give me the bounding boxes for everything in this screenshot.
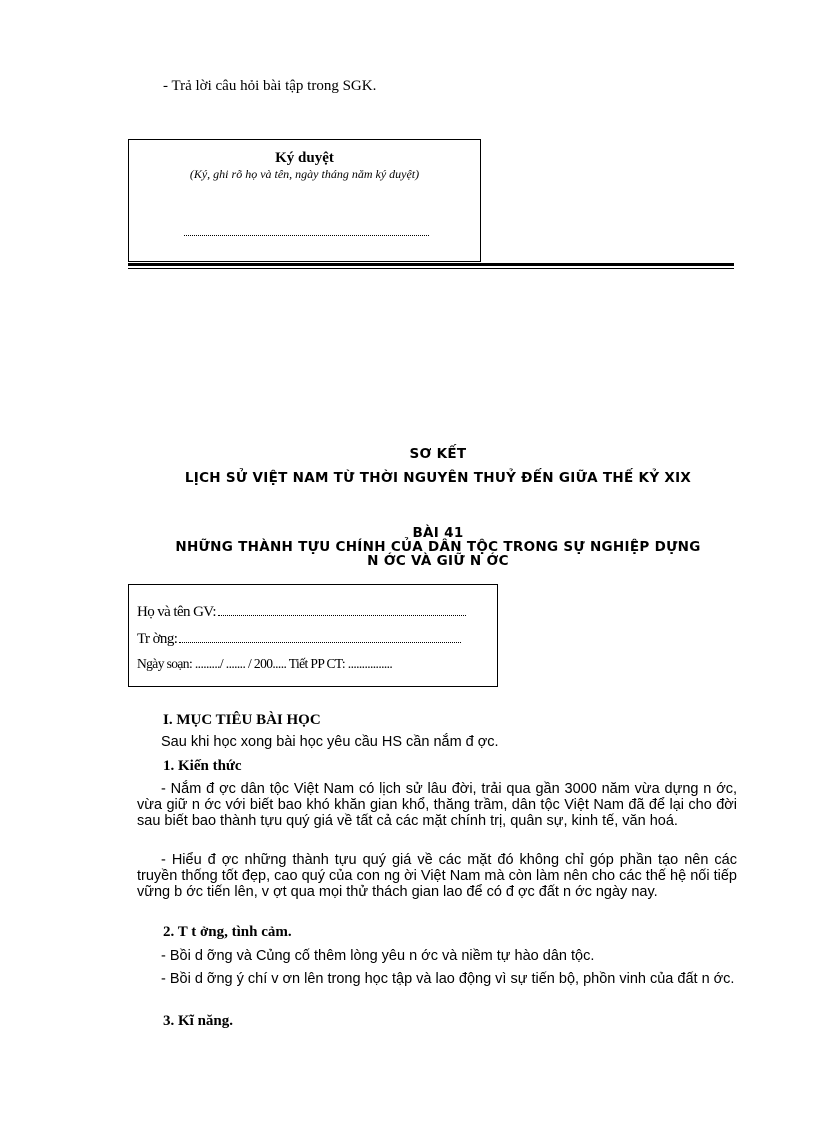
approval-box [128,139,481,262]
section-objectives: I. MỤC TIÊU BÀI HỌC [163,712,321,728]
teacher-name-blank [218,614,466,616]
attitude-paragraph-2: - Bồi d ỡng ý chí v ơn lên trong học tập và lao động vì sự tiến bộ, phồn vinh của đất n ớc. [161,971,735,987]
heading-summary: SƠ KẾT [409,446,467,462]
divider-thin [128,268,734,269]
knowledge-paragraph-2: - Hiểu đ ợc những thành tựu quý giá về các mặt đó không chỉ góp phần tạo nên các truyền thống tốt đẹp, cao quý của con ng ời Việt Nam mà còn làm nên cho các thế hệ nối tiếp vững b ớc tiến lên, v ợt qua mọi thử thách gian lao để có đ ợc đất n ớc ngày nay. [137,852,737,900]
school-row [137,631,461,648]
heading-lesson-title-cont: N ỚC VÀ GIỮ N ỚC [367,553,509,569]
school-label: Tr ờng: [137,631,178,647]
subsection-skills: 3. Kĩ năng. [163,1013,234,1029]
top-note: - Trả lời câu hỏi bài tập trong SGK. [163,78,377,94]
signature-line [184,235,429,236]
subsection-knowledge: 1. Kiến thức [163,758,242,774]
teacher-name-row [137,604,466,621]
approval-note: (Ký, ghi rõ họ và tên, ngày tháng năm ký duyệt) [189,167,420,181]
intro-line: Sau khi học xong bài học yêu cầu HS cần nắm đ ợc. [161,734,499,750]
subsection-attitude: 2. T t ởng, tình cảm. [163,924,292,940]
teacher-info-box [128,584,498,687]
heading-lesson-number: BÀI 41 [412,525,464,541]
date-row: Ngày soạn: ........./ ....... / 200..... Tiết PP CT: ................ [137,656,393,671]
attitude-line-1: - Bồi d ỡng và Củng cố thêm lòng yêu n ớc và niềm tự hào dân tộc. [161,948,595,964]
heading-lesson-title: NHỮNG THÀNH TỰU CHÍNH CỦA DÂN TỘC TRONG SỰ NGHIỆP DỰNG [175,539,701,555]
heading-history: LỊCH SỬ VIỆT NAM TỪ THỜI NGUYÊN THUỶ ĐẾN GIỮA THẾ KỶ XIX [184,470,692,486]
teacher-name-label: Họ và tên GV: [137,604,216,620]
divider-thick [128,263,734,266]
knowledge-paragraph-1: - Nắm đ ợc dân tộc Việt Nam có lịch sử lâu đời, trải qua gần 3000 năm vừa dựng n ớc, vừa giữ n ớc với biết bao khó khăn gian khổ, thăng trầm, dân tộc Việt Nam đã để lại cho đời sau biết bao thành tựu quý giá về tất cả các mặt chính trị, quân sự, kinh tế, văn hoá. [137,781,737,829]
approval-title: Ký duyệt [275,150,334,166]
school-blank [179,641,461,643]
